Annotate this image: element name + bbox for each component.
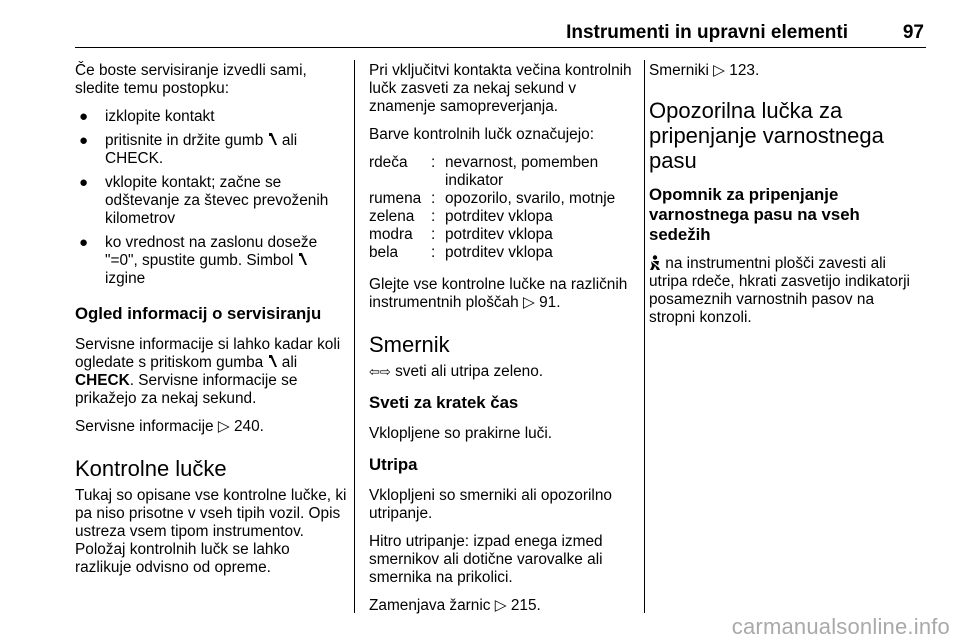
blink-text: Vklopljeni so smerniki ali opozorilno utripanje. [369,487,612,522]
table-row: rdeča : nevarnost, pomemben indikator [369,154,599,189]
section-title: Kontrolne lučke [75,456,227,481]
list-item: ● pritisnite in držite gumb ali CHECK. [79,132,298,167]
smerniki-reference: Smerniki ▷ 123. [649,62,760,79]
bullet-icon: ● [79,174,89,191]
service-reference: Servisne informacije ▷ 240. [75,418,264,435]
reference-arrow-icon: ▷ [494,597,507,614]
table-row: bela : potrditev vklopa [369,244,553,261]
column-divider [354,60,355,613]
reference-arrow-icon: ▷ [217,418,230,435]
wrench-icon [298,252,308,266]
turn-signal-icon: ⇦⇨ [369,364,391,379]
steps-list [75,108,347,288]
column-1 [75,62,347,587]
intro-text: Pri vključitvi kontakta večina kontrolnih lučk zasveti za nekaj sekund v znamenje samopreverjanja. [369,62,632,115]
seatbelt-text: na instrumentni plošči zavesti ali utripa rdeče, hkrati zasvetijo indikatorji posameznih varnostnih pasov na stropni konzoli. [649,255,910,326]
table-row: modra : potrditev vklopa [369,226,553,243]
column-divider [644,60,645,613]
wrench-icon [268,354,278,368]
lamps-text: Tukaj so opisane vse kontrolne lučke, ki pa niso prisotne v vseh tipih vozil. Opis ustreza vsem tipom instrumentov. Položaj kontrolnih lučk se lahko razlikuje odvisno od opreme. [75,487,347,576]
section-title: Smernik [369,332,450,357]
replace-reference: Zamenjava žarnic ▷ 215. [369,597,541,614]
section-heading: Opomnik za pripenjanje varnostnega pasu na vseh sedežih [649,185,860,244]
short-text: Vklopljene so prakirne luči. [369,425,553,442]
column-2 [369,62,639,625]
colors-table [369,154,639,262]
intro-text: Če boste servisiranje izvedli sami, sledite temu postopku: [75,62,307,97]
watermark: carmanualsonline.info [731,614,950,639]
reference-arrow-icon: ▷ [523,294,535,311]
service-text: Servisne informacije si lahko kadar koli ogledate s pritiskom gumba ali CHECK. Servisne informacije se prikažejo za nekaj sekund. [75,336,341,407]
column-3 [649,62,924,337]
page-number: 97 [902,22,924,43]
page-header [75,0,926,48]
colors-intro: Barve kontrolnih lučk označujejo: [369,126,594,143]
wrench-icon [268,132,278,146]
table-row: rumena : opozorilo, svarilo, motnje [369,190,616,207]
bullet-icon: ● [79,234,89,251]
fast-text: Hitro utripanje: izpad enega izmed smernikov ali dotične varovalke ali smernika na prikolici. [369,533,603,586]
table-row: zelena : potrditev vklopa [369,208,553,225]
bullet-icon: ● [79,108,89,125]
smernik-text: ⇦⇨ sveti ali utripa zeleno. [369,363,544,380]
header-title: Instrumenti in upravni elementi [566,22,848,43]
bullet-icon: ● [79,132,89,149]
section-heading: Sveti za kratek čas [369,393,519,412]
section-heading: Ogled informacij o servisiranju [75,304,322,323]
see-reference: Glejte vse kontrolne lučke na različnih instrumentnih ploščah ▷ 91. [369,276,628,311]
list-item: ● vklopite kontakt; začne se odštevanje za števec prevoženih kilometrov [79,174,329,227]
reference-arrow-icon: ▷ [713,62,725,79]
list-item: ● izklopite kontakt [79,108,215,125]
list-item: ● ko vrednost na zaslonu doseže "=0", spustite gumb. Simbol izgine [79,234,318,287]
seatbelt-icon [649,255,661,270]
section-title: Opozorilna lučka za pripenjanje varnostnega pasu [649,98,884,173]
section-heading: Utripa [369,455,418,474]
